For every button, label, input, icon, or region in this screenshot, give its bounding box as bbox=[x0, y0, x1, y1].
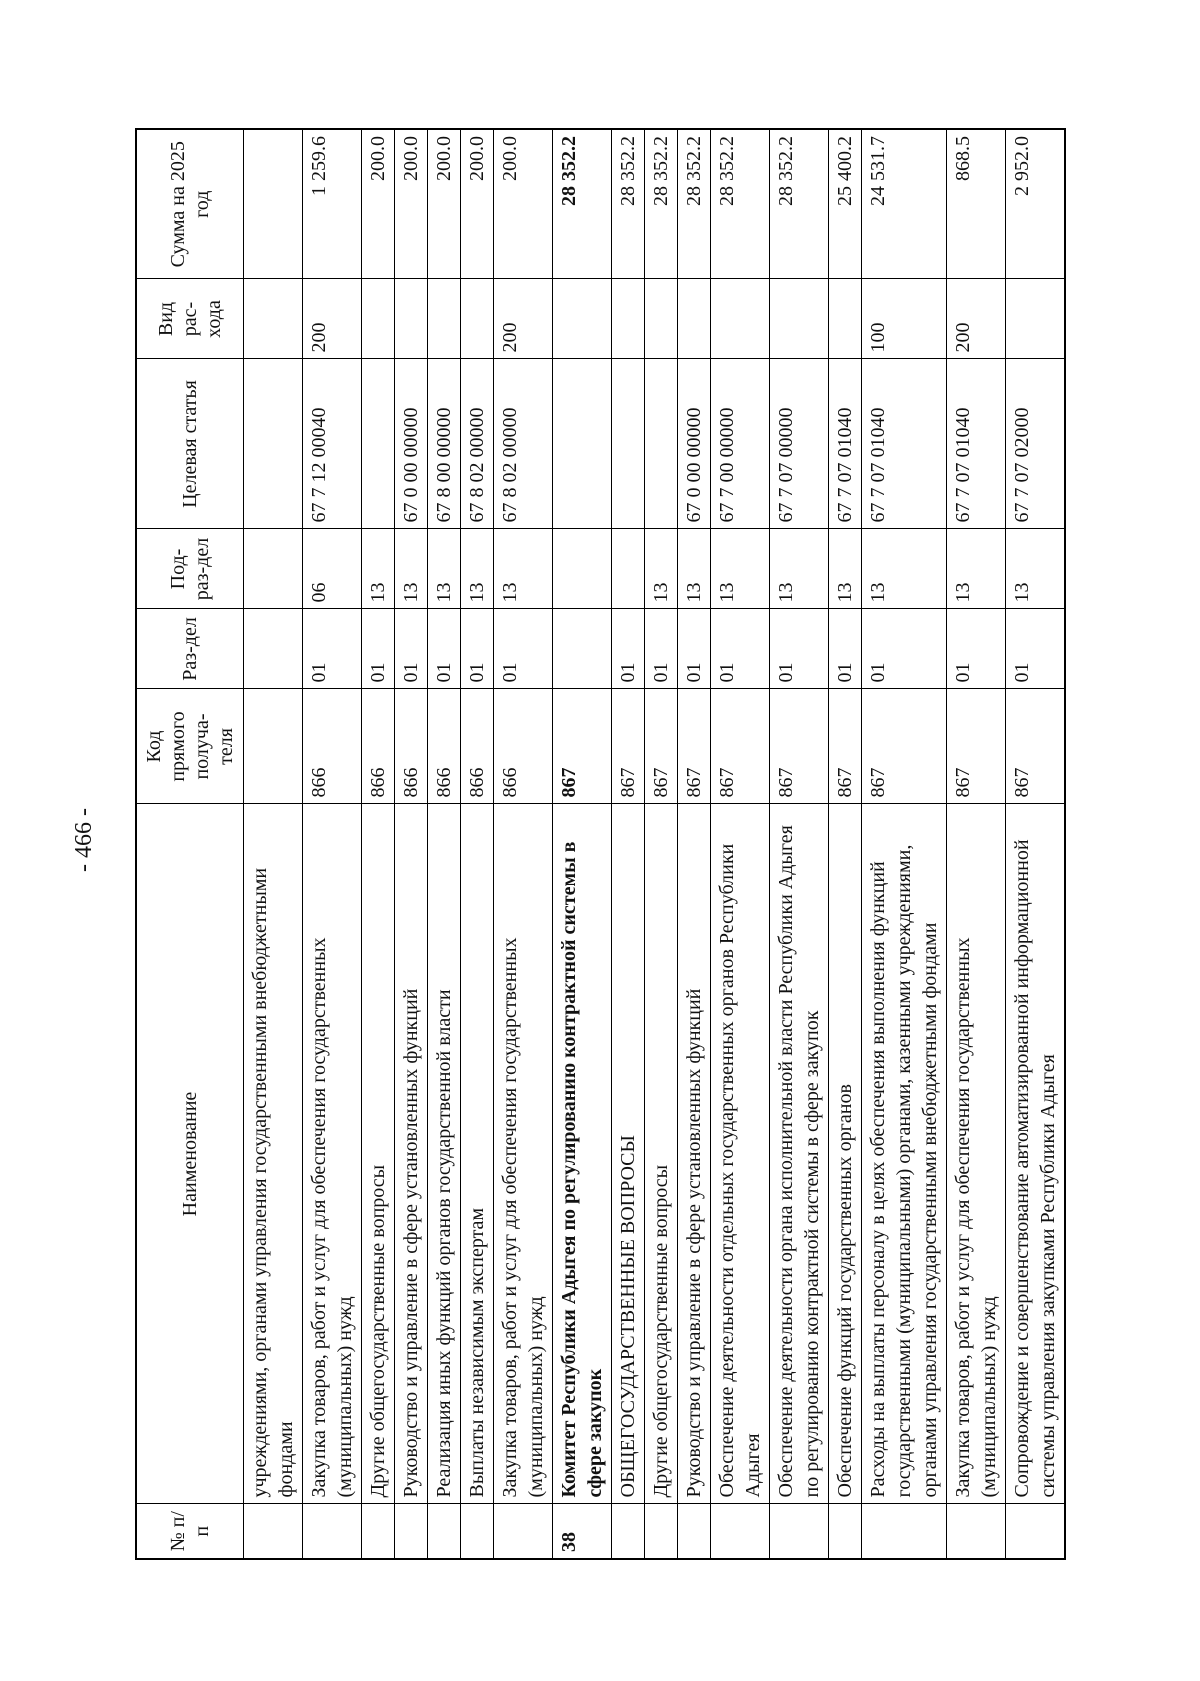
header-sum: Сумма на 2025 год bbox=[136, 129, 244, 279]
cell-sum: 28 352.2 bbox=[678, 129, 711, 279]
cell-section bbox=[244, 609, 303, 689]
cell-section: 01 bbox=[612, 609, 645, 689]
cell-subsection: 13 bbox=[1006, 529, 1066, 609]
cell-num bbox=[303, 1504, 362, 1559]
cell-name: Руководство и управление в сфере установленных функций bbox=[395, 804, 428, 1504]
cell-target bbox=[362, 359, 395, 529]
table-row bbox=[428, 129, 461, 1559]
cell-code: 866 bbox=[303, 689, 362, 804]
cell-sum: 200.0 bbox=[461, 129, 494, 279]
cell-num bbox=[428, 1504, 461, 1559]
cell-name: Комитет Республики Адыгея по регулированию контрактной системы в сфере закупок bbox=[553, 804, 612, 1504]
header-num: № п/п bbox=[136, 1504, 244, 1559]
cell-target: 67 7 12 00040 bbox=[303, 359, 362, 529]
rotated-table-container bbox=[135, 130, 1135, 1560]
cell-name: Руководство и управление в сфере установленных функций bbox=[678, 804, 711, 1504]
cell-expense bbox=[612, 279, 645, 359]
cell-subsection: 13 bbox=[862, 529, 947, 609]
cell-name: учреждениями, органами управления государственными внебюджетными фондами bbox=[244, 804, 303, 1504]
cell-subsection: 13 bbox=[711, 529, 770, 609]
cell-subsection: 13 bbox=[362, 529, 395, 609]
header-subsection: Под-раз-дел bbox=[136, 529, 244, 609]
cell-target: 67 7 07 01040 bbox=[947, 359, 1006, 529]
cell-expense bbox=[645, 279, 678, 359]
cell-sum: 28 352.2 bbox=[645, 129, 678, 279]
page-number: - 466 - bbox=[70, 808, 97, 872]
cell-expense: 200 bbox=[303, 279, 362, 359]
cell-sum: 2 952.0 bbox=[1006, 129, 1066, 279]
table-row bbox=[711, 129, 770, 1559]
cell-expense bbox=[553, 279, 612, 359]
cell-target bbox=[612, 359, 645, 529]
cell-subsection bbox=[553, 529, 612, 609]
table-row bbox=[1006, 129, 1066, 1559]
table-row bbox=[645, 129, 678, 1559]
cell-code: 867 bbox=[678, 689, 711, 804]
table-row bbox=[362, 129, 395, 1559]
cell-section: 01 bbox=[947, 609, 1006, 689]
cell-target: 67 8 02 00000 bbox=[461, 359, 494, 529]
cell-num bbox=[829, 1504, 862, 1559]
cell-num bbox=[461, 1504, 494, 1559]
cell-code: 866 bbox=[362, 689, 395, 804]
cell-subsection: 13 bbox=[461, 529, 494, 609]
cell-name: Закупка товаров, работ и услуг для обеспечения государственных (муниципальных) нужд bbox=[494, 804, 553, 1504]
cell-num bbox=[612, 1504, 645, 1559]
cell-name: Обеспечение деятельности органа исполнительной власти Республики Адыгея по регулированию контрактной системы в сфере закупок bbox=[770, 804, 829, 1504]
cell-sum: 25 400.2 bbox=[829, 129, 862, 279]
cell-expense bbox=[362, 279, 395, 359]
cell-code: 867 bbox=[711, 689, 770, 804]
cell-sum: 868.5 bbox=[947, 129, 1006, 279]
cell-sum: 28 352.2 bbox=[612, 129, 645, 279]
cell-sum: 24 531.7 bbox=[862, 129, 947, 279]
cell-subsection: 13 bbox=[829, 529, 862, 609]
cell-name: Реализация иных функций органов государственной власти bbox=[428, 804, 461, 1504]
cell-section: 01 bbox=[1006, 609, 1066, 689]
table-row bbox=[678, 129, 711, 1559]
cell-code: 866 bbox=[461, 689, 494, 804]
cell-code: 867 bbox=[947, 689, 1006, 804]
cell-code: 867 bbox=[553, 689, 612, 804]
cell-num bbox=[862, 1504, 947, 1559]
cell-name: Выплаты независимым экспертам bbox=[461, 804, 494, 1504]
cell-num bbox=[494, 1504, 553, 1559]
cell-name: Другие общегосударственные вопросы bbox=[645, 804, 678, 1504]
cell-target: 67 7 07 01040 bbox=[829, 359, 862, 529]
table-row bbox=[947, 129, 1006, 1559]
cell-code: 866 bbox=[395, 689, 428, 804]
cell-section: 01 bbox=[862, 609, 947, 689]
table-header-row bbox=[136, 129, 244, 1559]
cell-num bbox=[711, 1504, 770, 1559]
cell-expense bbox=[678, 279, 711, 359]
table-row bbox=[303, 129, 362, 1559]
header-expense: Вид рас-хода bbox=[136, 279, 244, 359]
cell-sum bbox=[244, 129, 303, 279]
cell-subsection bbox=[612, 529, 645, 609]
cell-num bbox=[244, 1504, 303, 1559]
cell-expense: 200 bbox=[494, 279, 553, 359]
cell-subsection: 13 bbox=[428, 529, 461, 609]
cell-expense: 200 bbox=[947, 279, 1006, 359]
cell-target bbox=[553, 359, 612, 529]
cell-section: 01 bbox=[829, 609, 862, 689]
cell-name: Другие общегосударственные вопросы bbox=[362, 804, 395, 1504]
cell-name: Расходы на выплаты персоналу в целях обеспечения выполнения функций государственными (муниципальными) органами, казенными учреждениями, органами управления государственными внебюджетными фондами bbox=[862, 804, 947, 1504]
cell-target: 67 7 07 02000 bbox=[1006, 359, 1066, 529]
cell-subsection: 13 bbox=[494, 529, 553, 609]
cell-section: 01 bbox=[678, 609, 711, 689]
cell-section: 01 bbox=[461, 609, 494, 689]
cell-sum: 200.0 bbox=[362, 129, 395, 279]
cell-section: 01 bbox=[428, 609, 461, 689]
cell-code bbox=[244, 689, 303, 804]
cell-section: 01 bbox=[395, 609, 428, 689]
cell-num bbox=[645, 1504, 678, 1559]
cell-target: 67 8 00 00000 bbox=[428, 359, 461, 529]
cell-code: 867 bbox=[645, 689, 678, 804]
cell-code: 867 bbox=[1006, 689, 1066, 804]
cell-name: Обеспечение функций государственных органов bbox=[829, 804, 862, 1504]
cell-name: Обеспечение деятельности отдельных государственных органов Республики Адыгея bbox=[711, 804, 770, 1504]
table-row bbox=[612, 129, 645, 1559]
table-row bbox=[244, 129, 303, 1559]
cell-section: 01 bbox=[711, 609, 770, 689]
cell-name: Закупка товаров, работ и услуг для обеспечения государственных (муниципальных) нужд bbox=[947, 804, 1006, 1504]
cell-expense bbox=[711, 279, 770, 359]
cell-sum: 28 352.2 bbox=[770, 129, 829, 279]
cell-code: 866 bbox=[494, 689, 553, 804]
cell-target bbox=[244, 359, 303, 529]
cell-num bbox=[947, 1504, 1006, 1559]
header-code: Код прямого получа-теля bbox=[136, 689, 244, 804]
cell-target: 67 0 00 00000 bbox=[678, 359, 711, 529]
table-row bbox=[770, 129, 829, 1559]
cell-name: Сопровождение и совершенствование автоматизированной информационной системы управления закупками Республики Адыгея bbox=[1006, 804, 1066, 1504]
cell-target: 67 7 00 00000 bbox=[711, 359, 770, 529]
cell-subsection: 13 bbox=[770, 529, 829, 609]
cell-sum: 28 352.2 bbox=[711, 129, 770, 279]
cell-section: 01 bbox=[645, 609, 678, 689]
cell-subsection: 13 bbox=[678, 529, 711, 609]
cell-target: 67 0 00 00000 bbox=[395, 359, 428, 529]
cell-subsection bbox=[244, 529, 303, 609]
cell-section: 01 bbox=[303, 609, 362, 689]
cell-subsection: 13 bbox=[395, 529, 428, 609]
cell-expense bbox=[1006, 279, 1066, 359]
cell-subsection: 13 bbox=[645, 529, 678, 609]
table-row bbox=[829, 129, 862, 1559]
cell-subsection: 13 bbox=[947, 529, 1006, 609]
cell-expense bbox=[395, 279, 428, 359]
cell-target: 67 7 07 00000 bbox=[770, 359, 829, 529]
cell-num bbox=[678, 1504, 711, 1559]
cell-subsection: 06 bbox=[303, 529, 362, 609]
cell-target: 67 8 02 00000 bbox=[494, 359, 553, 529]
cell-expense bbox=[244, 279, 303, 359]
cell-target bbox=[645, 359, 678, 529]
cell-code: 867 bbox=[829, 689, 862, 804]
cell-code: 866 bbox=[428, 689, 461, 804]
cell-section: 01 bbox=[494, 609, 553, 689]
header-section: Раз-дел bbox=[136, 609, 244, 689]
cell-section: 01 bbox=[770, 609, 829, 689]
cell-sum: 1 259.6 bbox=[303, 129, 362, 279]
cell-expense: 100 bbox=[862, 279, 947, 359]
budget-table bbox=[135, 128, 1066, 1560]
cell-sum: 200.0 bbox=[494, 129, 553, 279]
table-row bbox=[862, 129, 947, 1559]
cell-name: Закупка товаров, работ и услуг для обеспечения государственных (муниципальных) нужд bbox=[303, 804, 362, 1504]
cell-sum: 28 352.2 bbox=[553, 129, 612, 279]
cell-code: 867 bbox=[862, 689, 947, 804]
cell-sum: 200.0 bbox=[428, 129, 461, 279]
table-row bbox=[494, 129, 553, 1559]
header-name: Наименование bbox=[136, 804, 244, 1504]
cell-code: 867 bbox=[612, 689, 645, 804]
cell-expense bbox=[829, 279, 862, 359]
table-row bbox=[461, 129, 494, 1559]
cell-target: 67 7 07 01040 bbox=[862, 359, 947, 529]
cell-sum: 200.0 bbox=[395, 129, 428, 279]
cell-num: 38 bbox=[553, 1504, 612, 1559]
cell-expense bbox=[428, 279, 461, 359]
cell-num bbox=[1006, 1504, 1066, 1559]
cell-num bbox=[362, 1504, 395, 1559]
header-target: Целевая статья bbox=[136, 359, 244, 529]
table-row bbox=[553, 129, 612, 1559]
cell-section: 01 bbox=[362, 609, 395, 689]
cell-section bbox=[553, 609, 612, 689]
cell-name: ОБЩЕГОСУДАРСТВЕННЫЕ ВОПРОСЫ bbox=[612, 804, 645, 1504]
cell-expense bbox=[461, 279, 494, 359]
cell-num bbox=[395, 1504, 428, 1559]
table-row bbox=[395, 129, 428, 1559]
cell-num bbox=[770, 1504, 829, 1559]
cell-expense bbox=[770, 279, 829, 359]
cell-code: 867 bbox=[770, 689, 829, 804]
